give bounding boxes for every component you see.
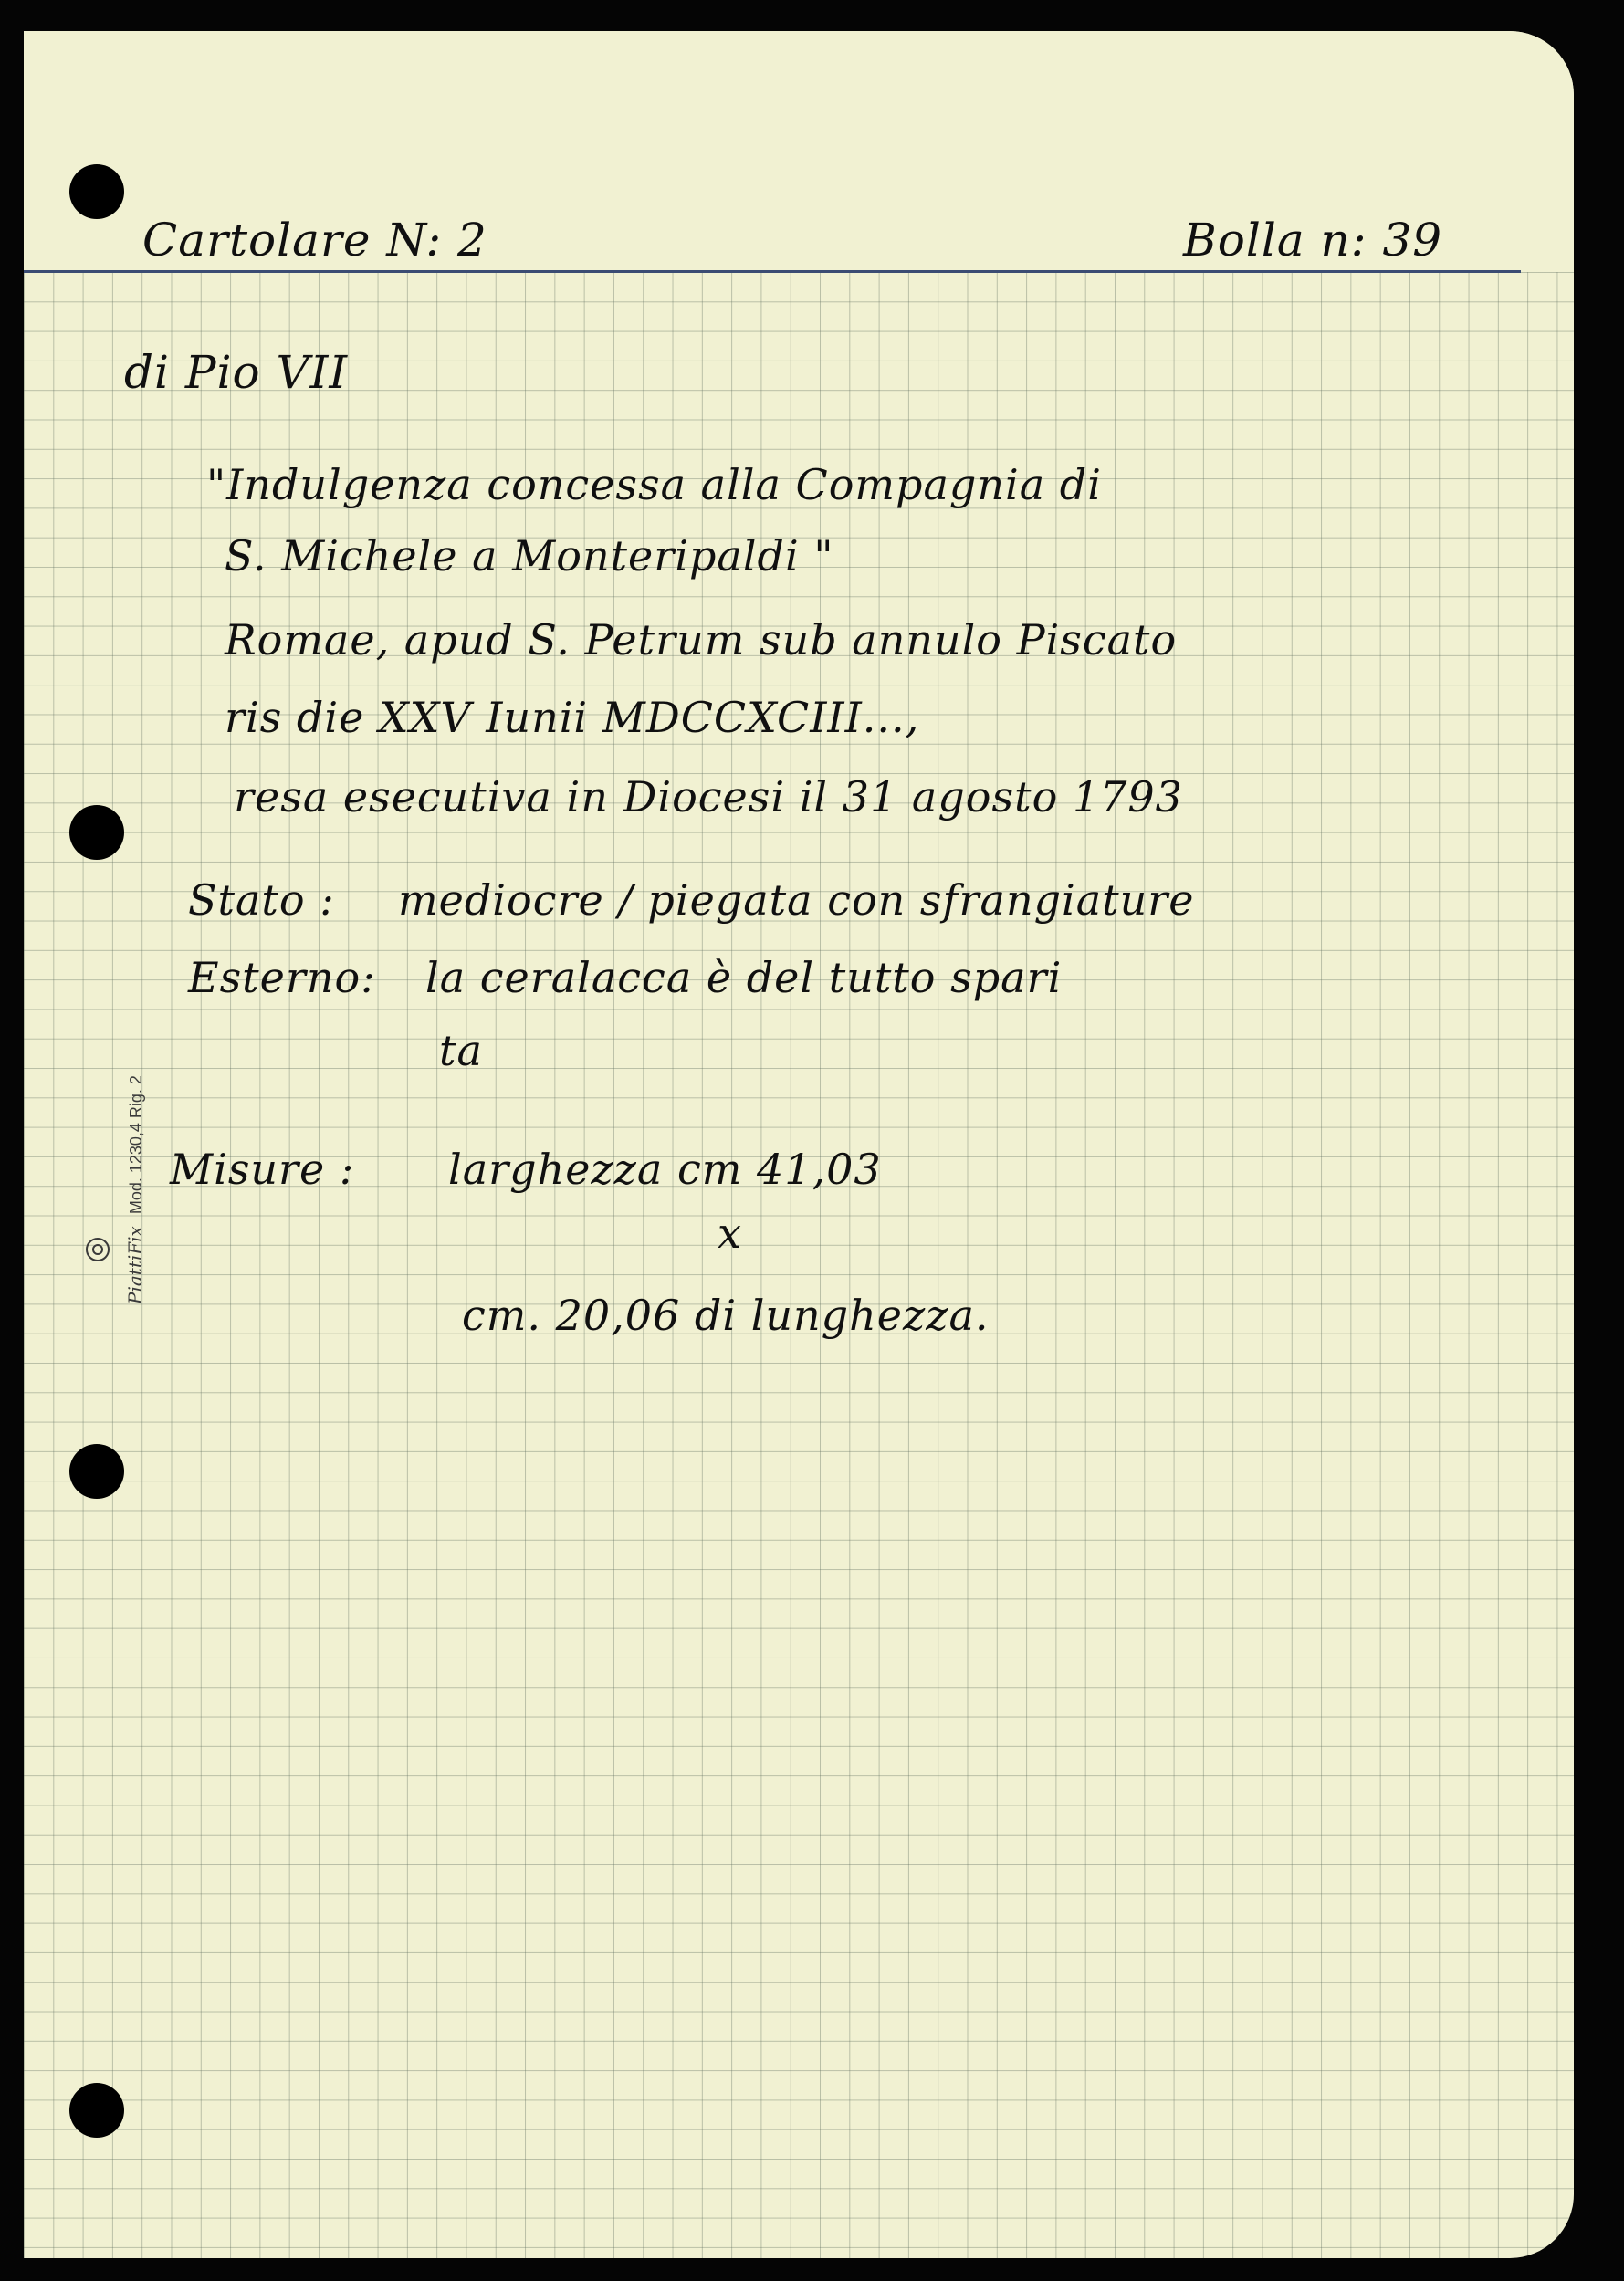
stato-label: Stato : <box>188 875 335 925</box>
punch-hole-upper-middle <box>69 805 124 860</box>
misure-times: x <box>718 1209 742 1258</box>
misure-value-2: cm. 20,06 di lunghezza. <box>462 1291 990 1340</box>
body-line-2: S. Michele a Monteripaldi " <box>225 531 834 581</box>
header-rule <box>24 270 1521 273</box>
punch-hole-lower-middle <box>69 1444 124 1499</box>
header-cartolare: Cartolare N: 2 <box>142 214 487 267</box>
esterno-value-1: la ceralacca è del tutto spari <box>425 953 1063 1002</box>
stato-value: mediocre / piegata con sfrangiature <box>398 875 1195 925</box>
misure-value-1: larghezza cm 41,03 <box>448 1145 882 1194</box>
header-bolla: Bolla n: 39 <box>1183 214 1443 267</box>
imprint-brand: PiattiFix <box>124 1226 146 1304</box>
paper-imprint <box>124 1075 146 1304</box>
punch-hole-top <box>69 164 124 219</box>
esterno-label: Esterno: <box>188 953 376 1002</box>
esterno-value-2: ta <box>439 1026 483 1075</box>
body-line-5: resa esecutiva in Diocesi il 31 agosto 1793 <box>234 772 1183 821</box>
misure-label: Misure : <box>170 1145 355 1194</box>
grid-paper-sheet <box>24 31 1574 2258</box>
body-line-1: "Indulgenza concessa alla Compagnia di <box>206 460 1102 509</box>
author-line: di Pio VII <box>124 346 349 399</box>
body-line-4: ris die XXV Iunii MDCCXCIII..., <box>225 693 920 742</box>
punch-hole-bottom <box>69 2083 124 2138</box>
brand-logo-icon <box>84 1236 111 1263</box>
body-line-3: Romae, apud S. Petrum sub annulo Piscato <box>225 615 1178 664</box>
imprint-model: Mod. 1230,4 Rig. 2 <box>127 1075 145 1215</box>
